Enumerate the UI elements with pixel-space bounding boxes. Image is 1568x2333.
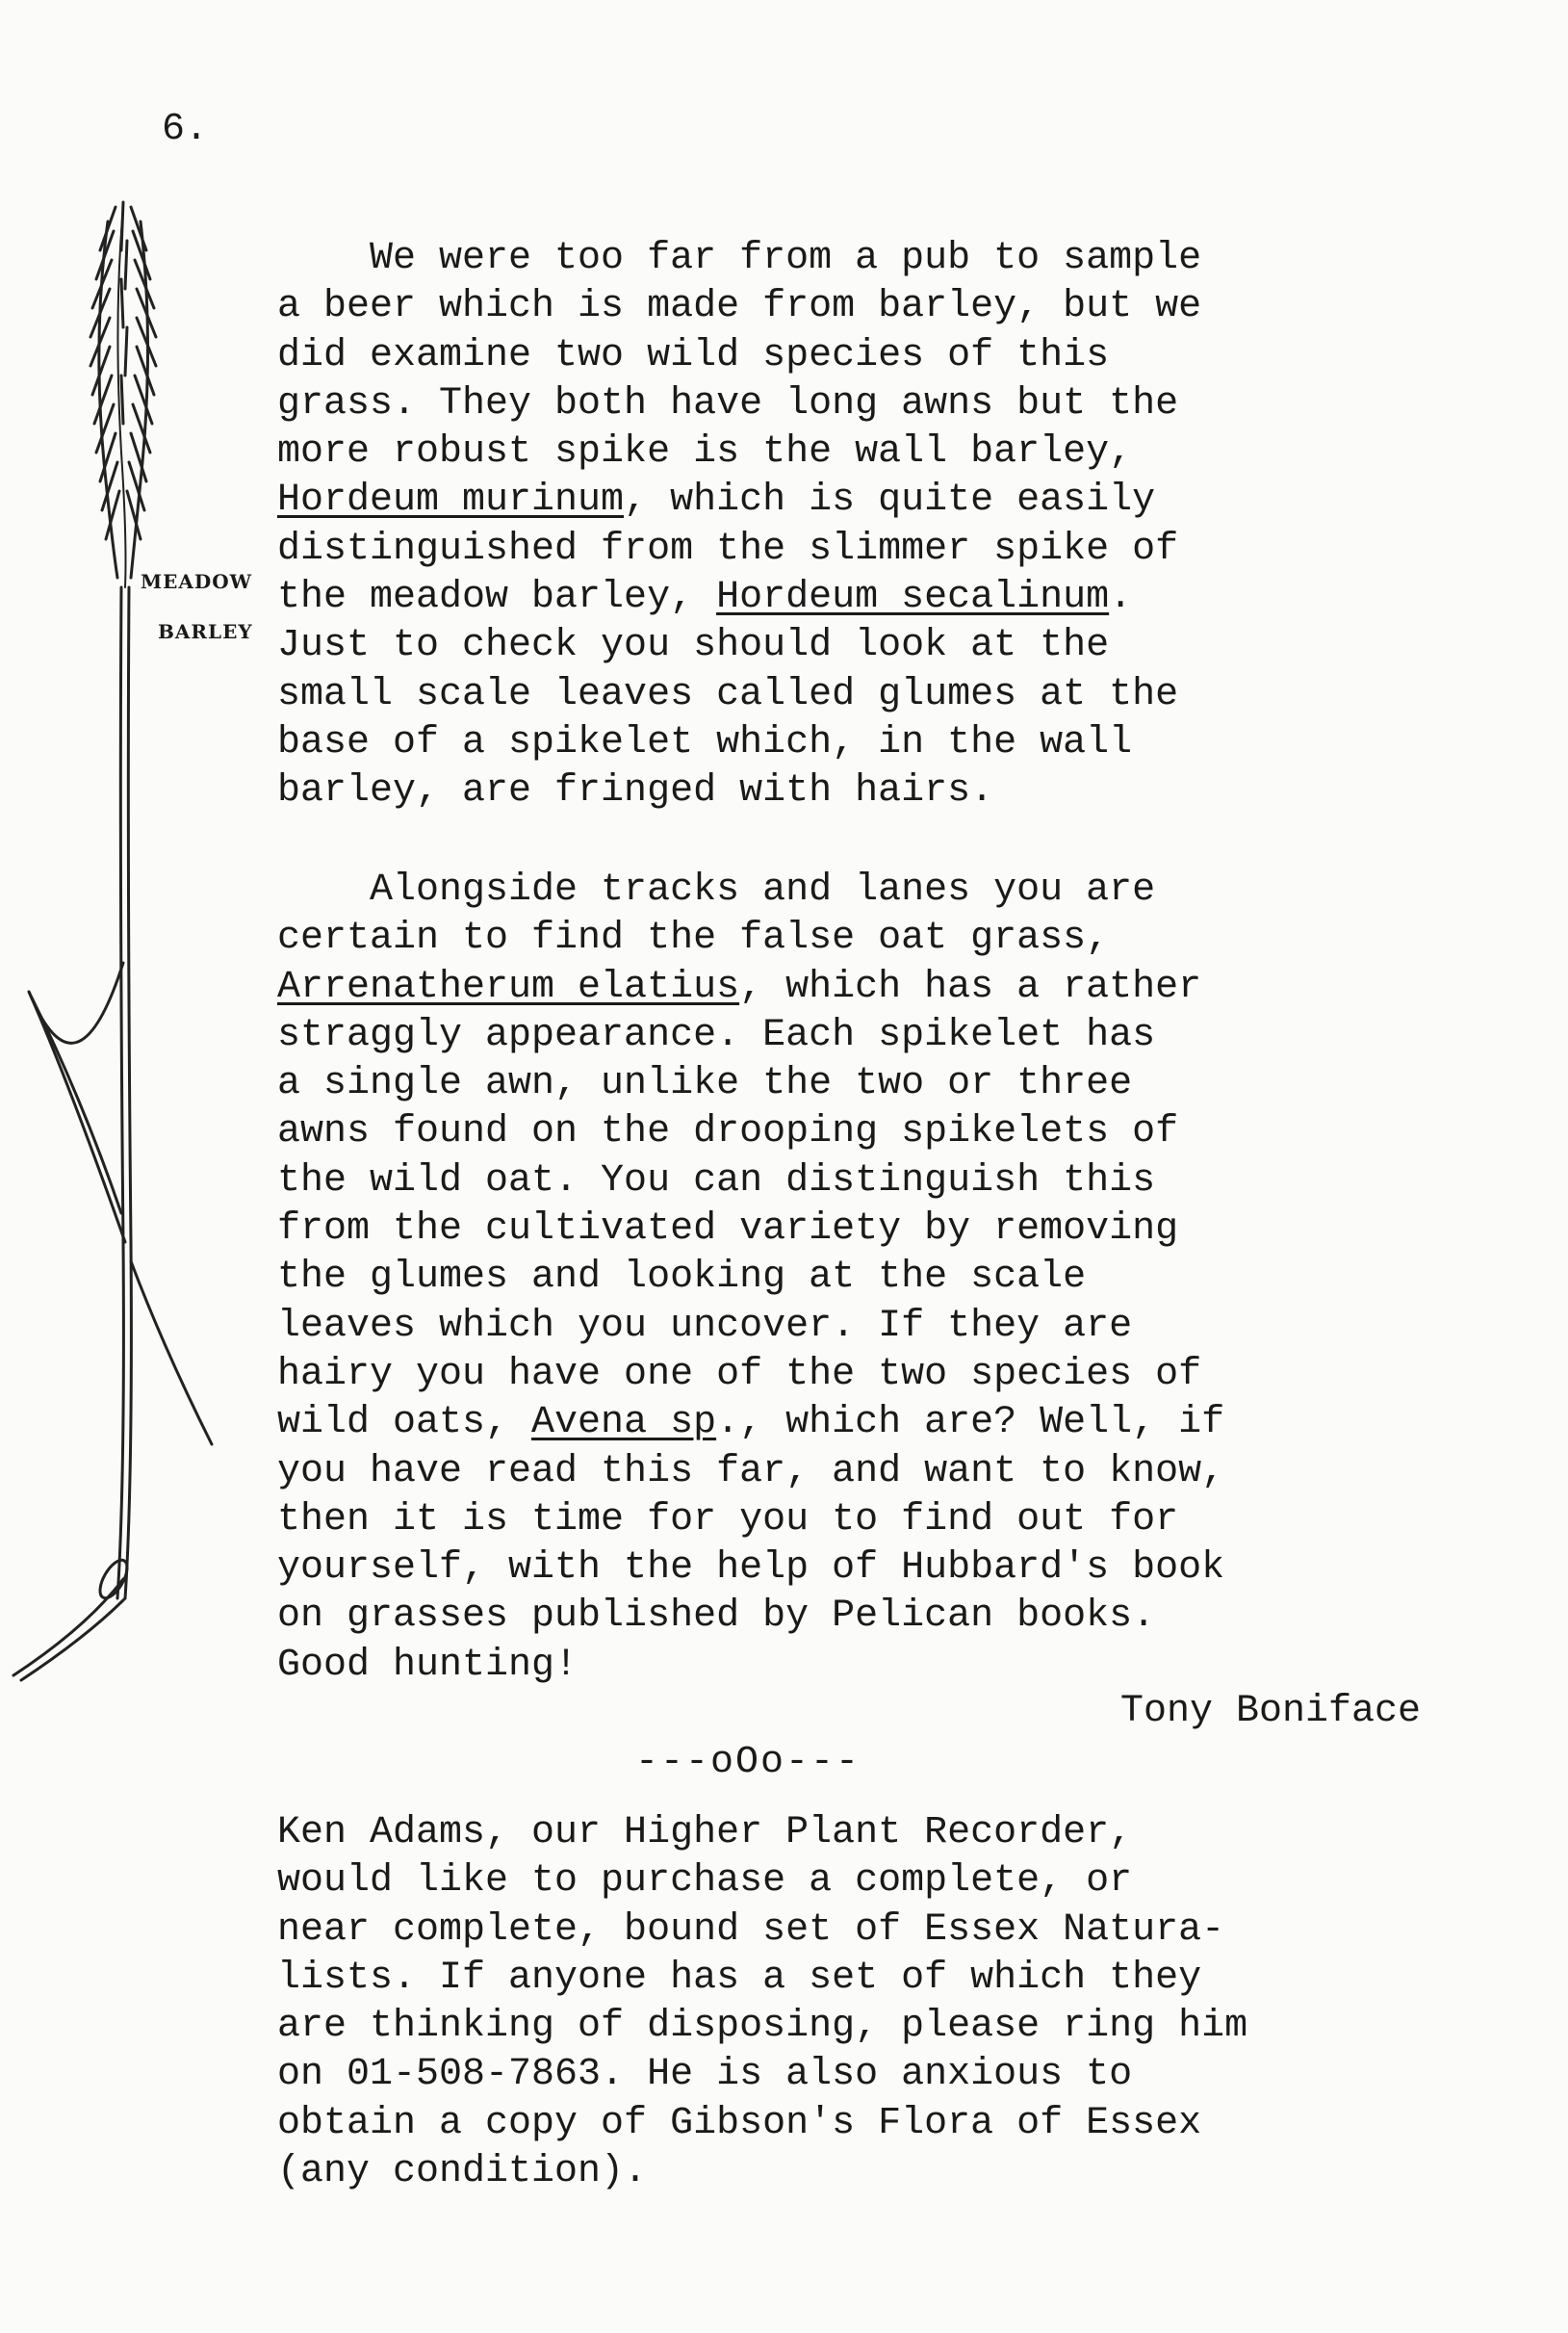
text-line [277,332,1201,380]
text-line [277,428,1201,477]
text-line [277,1012,1224,1060]
text-line [277,1642,1224,1690]
caption-line: BARLEY [158,620,253,643]
paragraph-barley [277,235,1201,817]
text-segment: ., which are? Well, if [716,1401,1225,1445]
text-line [277,380,1201,428]
text-segment: the wild oat. You can distinguish this [277,1158,1156,1203]
text-segment: are thinking of disposing, please ring him [277,2005,1248,2049]
text-segment: We were too far from a pub to sample [277,237,1202,280]
text-segment: straggly appearance. Each spikelet has [277,1013,1156,1057]
meadow-barley-illustration [0,183,279,1685]
text-segment: , which is quite easily [624,479,1156,523]
text-segment: on 01-508-7863. He is also anxious to [277,2053,1133,2097]
text-segment: Just to check you should look at the [277,624,1110,668]
text-segment: . [1109,576,1133,620]
text-segment: hairy you have one of the two species of [277,1352,1202,1396]
text-segment: barley, are fringed with hairs. [277,769,994,814]
text-segment: base of a spikelet which, in the wall [277,720,1133,765]
text-segment: , which has a rather [739,965,1202,1009]
paragraph-oat-grass [277,867,1224,1690]
text-line [277,477,1201,525]
species-name: Arrenatherum elatius [277,965,740,1009]
species-name: Avena sp [531,1401,717,1445]
text-line [277,1857,1247,1905]
text-line [277,1351,1224,1399]
text-line [277,1399,1224,1447]
text-line [277,283,1201,331]
text-line [277,867,1224,915]
text-segment: more robust spike is the wall barley, [277,430,1133,475]
text-line [277,1303,1224,1351]
species-name: Hordeum murinum [277,479,625,523]
text-segment: wild oats, [277,1401,532,1445]
text-line [277,2051,1247,2099]
text-line [277,1205,1224,1254]
text-segment: yourself, with the help of Hubbard's book [277,1546,1225,1591]
text-line [277,2003,1247,2051]
page-number: 6. [162,108,209,151]
text-segment: would like to purchase a complete, or [277,1859,1133,1904]
text-line [277,1544,1224,1593]
text-segment: then it is time for you to find out for [277,1497,1179,1542]
text-segment: the meadow barley, [277,576,717,620]
text-segment: (any condition). [277,2150,648,2194]
text-segment: leaves which you uncover. If they are [277,1304,1133,1348]
species-name: Hordeum secalinum [716,576,1110,620]
text-line [277,622,1201,670]
text-segment: grass. They both have long awns but the [277,381,1179,426]
text-segment: near complete, bound set of Essex Natura- [277,1907,1225,1952]
text-line [277,1809,1247,1857]
text-line [277,719,1201,767]
text-line [277,1060,1224,1108]
text-segment: small scale leaves called glumes at the [277,672,1179,716]
text-segment: obtain a copy of Gibson's Flora of Essex [277,2101,1202,2145]
illustration-caption [141,557,253,657]
text-segment: Good hunting! [277,1643,578,1687]
text-segment: you have read this far, and want to know, [277,1449,1225,1493]
text-line [277,574,1201,622]
text-line [277,526,1201,574]
text-segment: did examine two wild species of this [277,333,1110,377]
caption-line: MEADOW [141,570,253,593]
text-line [277,235,1201,283]
text-line [277,767,1201,816]
text-line [277,1108,1224,1156]
signature: Tony Boniface [1119,1690,1421,1733]
text-line [277,1448,1224,1496]
text-line [277,1955,1247,2003]
text-line [277,671,1201,719]
text-line [277,964,1224,1012]
text-segment: the glumes and looking at the scale [277,1256,1087,1300]
text-segment: a single awn, unlike the two or three [277,1062,1133,1106]
text-line [277,2148,1247,2196]
text-segment: distinguished from the slimmer spike of [277,527,1179,571]
text-segment: awns found on the drooping spikelets of [277,1110,1179,1154]
text-segment: Alongside tracks and lanes you are [277,868,1156,912]
text-line [277,915,1224,963]
text-line [277,1593,1224,1641]
text-segment: lists. If anyone has a set of which they [277,1956,1202,2000]
text-segment: from the cultivated variety by removing [277,1207,1179,1252]
text-segment: certain to find the false oat grass, [277,917,1110,961]
text-segment: on grasses published by Pelican books. [277,1594,1156,1639]
separator: ---oOo--- [635,1741,861,1784]
paragraph-ken-adams [277,1809,1247,2196]
text-line [277,1906,1247,1955]
text-segment: Ken Adams, our Higher Plant Recorder, [277,1811,1133,1854]
text-segment: a beer which is made from barley, but we [277,285,1202,329]
text-line [277,2100,1247,2148]
text-line [277,1157,1224,1205]
text-line [277,1254,1224,1302]
text-line [277,1496,1224,1544]
